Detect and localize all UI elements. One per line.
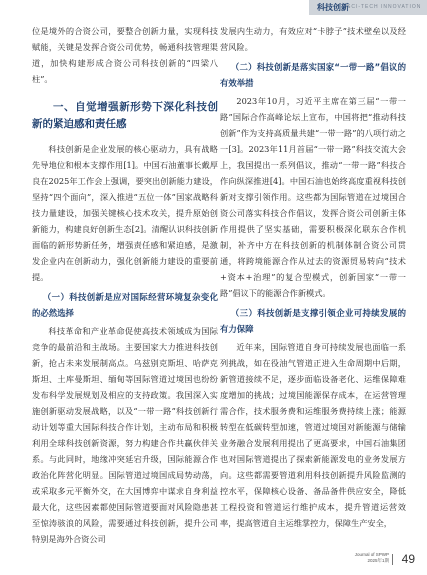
right-paragraph-2: 2023年10月，习近平主席在第三届“一带一路”国际合作高峰论坛上宣布，中国将把“推动科技创新”作为支持高质量共建“一带一路”的八项行动之一[3]。2023年11月首届“一带一路”科技交流大会上，我国提出一系列倡议，推动“一带一路”科技合作向纵深推进[4]。中国石油也始终高度重视科技创新对支撑引领作用。这些都为国际管道在过境国合资公司落实科技合作倡议，发挥合资公司创新主体作用提供了坚实基础，需要积极深化联东合作机制，补齐中方在科技创新的机制体制合资公司贯通，将跨境能源合作从过去的资源贸易转向“技术+资本+治理”的复合型模式，创新国家“一带一路”倡议下的能源合作新模式。 (220, 96, 406, 298)
page-number: 49 (401, 552, 415, 566)
left-column (32, 23, 218, 547)
subsection-heading-1: （一）科技创新是应对国际经营环境复杂变化的必然选择 (32, 292, 218, 318)
footer-journal-issue: 2025年1期 (367, 558, 389, 563)
subsection-heading-3: （三）科技创新是支撑引领企业可持续发展的有力保障 (220, 308, 406, 334)
subsection-heading-2: （二）科技创新是落实国家“一带一路”倡议的有效举措 (220, 62, 406, 88)
footer-divider (392, 554, 393, 565)
footer-journal-info (355, 552, 389, 564)
right-paragraph-1: 发展内生动力，有效应对“卡脖子”技术壁垒以及经营风险。 (220, 26, 406, 52)
footer-journal-name: Journal of SPWP (354, 552, 389, 557)
left-paragraph-3: 科技革命和产业革命促使高技术领域成为国际竞争的最前沿和主战场。主要国家大力推进科技创新，抢占未来发展制高点。乌兹别克斯坦、哈萨克斯坦、土库曼斯坦、缅甸等国际管道过境国也纷纷发布科学发展规划及相应的支持政策。我国深入实施创新驱动发展战略，以及“一带一路”科技创新行动计划等重大国际科技合作计划，主动布局和积极利用全球科技创新资源，努力构建合作共赢伙伴关系。与此同时，地缘冲突延宕升级，国际能源合作政治化阵营化明显。国际管道过境国成局势动荡，或采取多元平衡外交，在大国博弈中谋求自身利益最大化，这些因素都使国际管道要面对风险隐患甚至惊涛骇浪的风险，需要通过科技创新，提升公司特别是海外合资公司 (32, 326, 218, 544)
header-section-title: 科技创新 (317, 3, 349, 12)
header-bar (309, 0, 427, 15)
header-section-subtitle: SCI-TECH INNOVATION (347, 4, 422, 10)
left-paragraph-1: 位是境外的合资公司，要整合创新力量，实现科技赋能，关键是发挥合资公司优势，畅通科技管理渠道，加快构建形成合资公司科技创新的“四梁八柱”。 (32, 26, 218, 84)
right-paragraph-3: 近年来，国际管道自身可持续发展也面临一系列挑战，如在役油气管道正进入生命周期中后期，新管道接续不足，逐步面临设备老化、运维保障难度增加的挑战；过境国能源保存成本，在运营管理需合作，技术服务费和运维服务费持续上涨；能源转型在低碳转型加速，管道过境国对新能源与储输业务融合发展利用提出了更高要求，中国石油集团也对国际管道提出了探索新能源发电的业务发展方向。这些都需要管道利用科技创新提升风险监测的控水平，保障核心设备、备品备件供应安全，降低工程投资和管道运行维护成本，提升管道运营效率，提高管道自主运维掌控力，保障生产安全， (220, 342, 406, 528)
left-paragraph-2: 科技创新是企业发展的核心驱动力，具有战略先导地位和根本支撑作用[1]。中国石油董事长戴厚良在2025年工作会上强调，要突出创新能力建设，坚持“四个面向”，深入推进“五位一体”国家战略科技力量建设，加强关键核心技术攻关，提升原始创新能力，构建良好创新生态[2]。清醒认识科技创新面临的新形势新任务，增强责任感和紧迫感，是激发企业内在创新动力，强化创新能力建设的重要前提。 (32, 144, 218, 282)
right-column (220, 23, 406, 531)
section-heading: 一、自觉增强新形势下深化科技创新的紧迫感和责任感 (32, 101, 218, 130)
